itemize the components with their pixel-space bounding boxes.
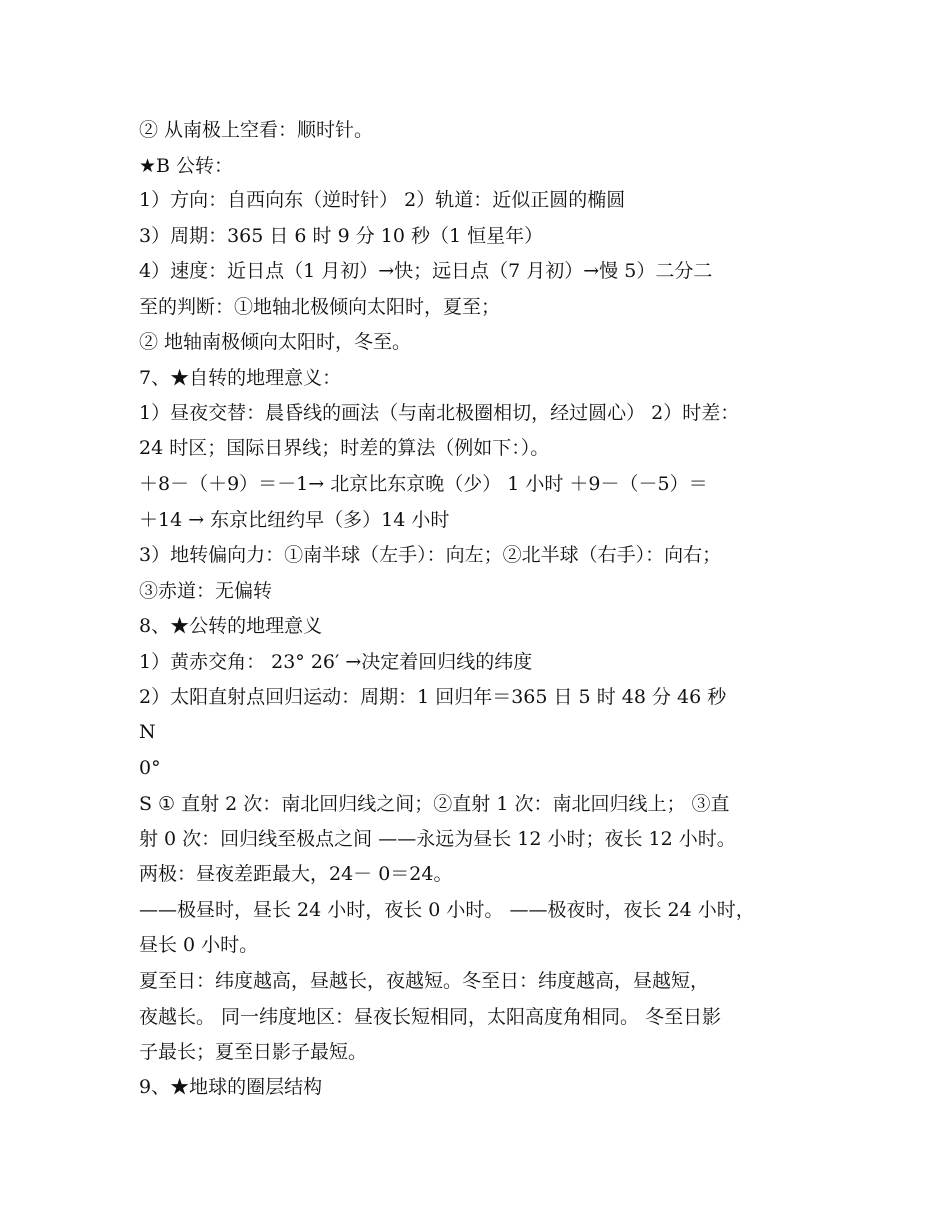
text-line: 2）太阳直射点回归运动：周期：1 回归年＝365 日 5 时 48 分 46 秒 (139, 686, 727, 708)
text-line: 1）黄赤交角： 23° 26′ →决定着回归线的纬度 (139, 651, 533, 673)
diagram-label-zero: 0° (139, 757, 161, 779)
text-line: 两极：昼夜差距最大，24－ 0＝24。 (139, 863, 453, 885)
section-heading: 9、★地球的圈层结构 (139, 1076, 323, 1098)
text-line: ② 地轴南极倾向太阳时，冬至。 (139, 331, 412, 353)
text-line: ＋8－（＋9）＝－1→ 北京比东京晚（少） 1 小时 ＋9－（－5）＝ (139, 473, 708, 495)
text-line: 24 时区；国际日界线；时差的算法（例如下：）。 (139, 437, 550, 459)
text-line: 夏至日：纬度越高，昼越长，夜越短。冬至日：纬度越高，昼越短， (139, 970, 710, 992)
section-heading: 8、★公转的地理意义 (139, 615, 323, 637)
text-line: 1）方向：自西向东（逆时针） 2）轨道：近似正圆的椭圆 (139, 189, 626, 211)
text-line: 3）周期：365 日 6 时 9 分 10 秒（1 恒星年） (139, 225, 544, 247)
text-line: ★B 公转： (139, 155, 234, 177)
diagram-label-n: N (139, 721, 156, 743)
text-line: ② 从南极上空看：顺时针。 (139, 119, 374, 141)
text-line: ③赤道：无偏转 (139, 580, 273, 602)
text-line: 1）昼夜交替：晨昏线的画法（与南北极圈相切，经过圆心） 2）时差： (139, 402, 740, 424)
text-line: S ① 直射 2 次：南北回归线之间；②直射 1 次：南北回归线上； ③直 (139, 793, 730, 815)
text-line: 子最长；夏至日影子最短。 (139, 1041, 368, 1063)
text-line: 夜越长。 同一纬度地区：昼夜长短相同，太阳高度角相同。 冬至日影 (139, 1006, 722, 1028)
section-heading: 7、★自转的地理意义： (139, 367, 342, 389)
text-line: 4）速度：近日点（1 月初）→快；远日点（7 月初）→慢 5）二分二 (139, 260, 713, 282)
text-line: 3）地转偏向力：①南半球（左手）：向左；②北半球（右手）：向右； (139, 544, 722, 566)
text-line: ＋14 → 东京比纽约早（多）14 小时 (139, 509, 450, 531)
text-line: 昼长 0 小时。 (139, 934, 259, 956)
text-line: 射 0 次：回归线至极点之间 ——永远为昼长 12 小时；夜长 12 小时。 (139, 828, 736, 850)
text-line: ——极昼时，昼长 24 小时，夜长 0 小时。 ——极夜时，夜长 24 小时， (139, 899, 755, 921)
text-line: 至的判断：①地轴北极倾向太阳时，夏至； (139, 296, 501, 318)
